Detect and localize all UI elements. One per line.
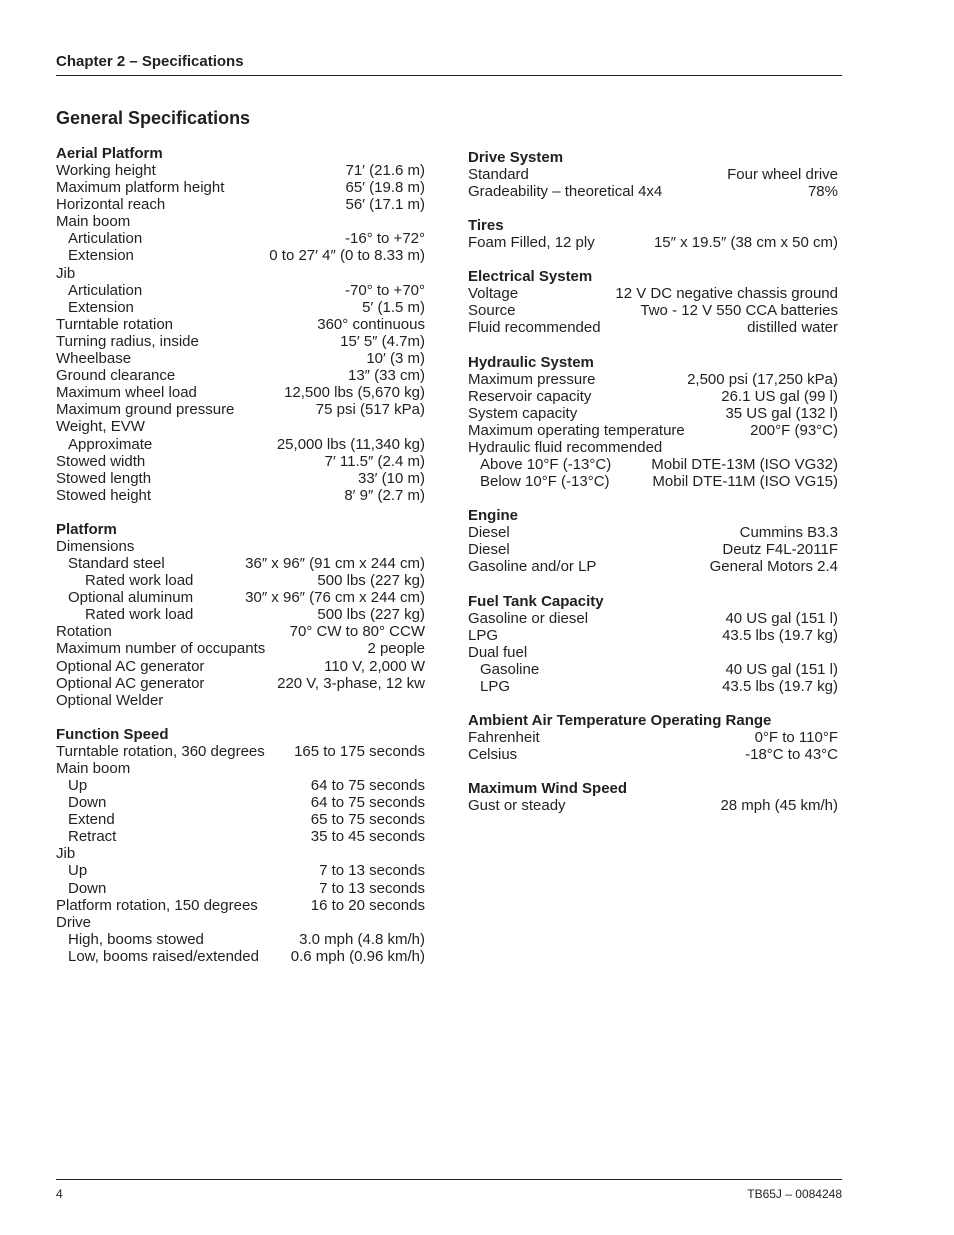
spec-value: 220 V, 3-phase, 12 kw bbox=[277, 674, 425, 692]
spec-label: Jib bbox=[56, 845, 76, 863]
spec-row bbox=[56, 640, 425, 657]
spec-row bbox=[56, 299, 425, 316]
spec-value: -70° to +70° bbox=[345, 281, 425, 299]
spec-row bbox=[56, 760, 425, 777]
spec-label: Maximum ground pressure bbox=[56, 401, 235, 419]
spec-value: 26.1 US gal (99 l) bbox=[721, 387, 838, 405]
spec-value: Mobil DTE-11M (ISO VG15) bbox=[652, 473, 838, 491]
spec-row bbox=[56, 418, 425, 435]
spec-row bbox=[468, 661, 838, 678]
spec-value: 13″ (33 cm) bbox=[348, 367, 425, 385]
left-column bbox=[56, 145, 425, 982]
spec-label: Gasoline bbox=[480, 660, 540, 678]
spec-value: 56′ (17.1 m) bbox=[345, 196, 425, 214]
spec-row bbox=[468, 439, 838, 456]
spec-row bbox=[56, 453, 425, 470]
spec-label: Up bbox=[68, 862, 88, 880]
spec-value: 2,500 psi (17,250 kPa) bbox=[687, 370, 838, 388]
spec-row bbox=[56, 350, 425, 367]
spec-label: Approximate bbox=[68, 435, 153, 453]
spec-row bbox=[56, 658, 425, 675]
spec-label: Stowed width bbox=[56, 452, 146, 470]
spec-label: Gust or steady bbox=[468, 797, 566, 815]
spec-value: 40 US gal (151 l) bbox=[725, 609, 838, 627]
section-heading: Function Speed bbox=[56, 725, 169, 743]
spec-row bbox=[468, 729, 838, 746]
spec-value: Mobil DTE-13M (ISO VG32) bbox=[651, 456, 838, 474]
spec-row bbox=[468, 405, 838, 422]
spec-row bbox=[56, 384, 425, 401]
spec-row bbox=[56, 196, 425, 213]
spec-label: Rotation bbox=[56, 623, 112, 641]
spec-label: Weight, EVW bbox=[56, 418, 145, 436]
spec-value: 25,000 lbs (11,340 kg) bbox=[276, 435, 425, 453]
spec-row bbox=[56, 538, 425, 555]
spec-label: Diesel bbox=[468, 524, 510, 542]
spec-row bbox=[56, 572, 425, 589]
spec-row bbox=[56, 914, 425, 931]
spec-row bbox=[468, 422, 838, 439]
spec-label: Articulation bbox=[68, 230, 143, 248]
spec-label: Below 10°F (-13°C) bbox=[480, 473, 610, 491]
spec-row bbox=[56, 487, 425, 504]
spec-row bbox=[56, 162, 425, 179]
spec-label: High, booms stowed bbox=[68, 930, 204, 948]
spec-row bbox=[56, 436, 425, 453]
spec-section-function-speed bbox=[56, 726, 425, 965]
page-title: General Specifications bbox=[56, 108, 251, 128]
spec-label: Main boom bbox=[56, 759, 131, 777]
spec-label: Diesel bbox=[468, 541, 510, 559]
spec-row bbox=[56, 811, 425, 828]
spec-label: Low, booms raised/extended bbox=[68, 947, 259, 965]
spec-value: Two - 12 V 550 CCA batteries bbox=[640, 302, 838, 320]
spec-label: Stowed height bbox=[56, 486, 152, 504]
spec-row bbox=[56, 743, 425, 760]
spec-label: Horizontal reach bbox=[56, 196, 166, 214]
section-heading: Hydraulic System bbox=[468, 353, 594, 371]
spec-row bbox=[56, 333, 425, 350]
spec-label: Reservoir capacity bbox=[468, 387, 592, 405]
section-heading: Electrical System bbox=[468, 268, 593, 286]
spec-row bbox=[56, 880, 425, 897]
spec-label: Rated work load bbox=[85, 572, 194, 590]
spec-label: LPG bbox=[480, 677, 511, 695]
spec-value: 165 to 175 seconds bbox=[294, 742, 425, 760]
spec-label: Drive bbox=[56, 913, 92, 931]
spec-value: 12 V DC negative chassis ground bbox=[615, 285, 838, 303]
spec-row bbox=[468, 541, 838, 558]
spec-row bbox=[468, 558, 838, 575]
spec-label: Maximum platform height bbox=[56, 179, 225, 197]
spec-section-platform bbox=[56, 521, 425, 709]
spec-section-hydraulic-system bbox=[468, 354, 838, 491]
spec-row bbox=[56, 623, 425, 640]
spec-label: Working height bbox=[56, 162, 156, 179]
spec-value: 65′ (19.8 m) bbox=[345, 179, 425, 197]
spec-row bbox=[468, 371, 838, 388]
spec-label: Fluid recommended bbox=[468, 319, 601, 337]
spec-label: Fahrenheit bbox=[468, 728, 540, 746]
spec-label: Standard bbox=[468, 166, 529, 183]
spec-row bbox=[56, 777, 425, 794]
spec-label: Dual fuel bbox=[468, 643, 528, 661]
spec-label: Standard steel bbox=[68, 554, 165, 572]
spec-label: Main boom bbox=[56, 213, 131, 231]
spec-label: Extension bbox=[68, 247, 134, 265]
spec-label: Gasoline or diesel bbox=[468, 609, 589, 627]
spec-row bbox=[56, 675, 425, 692]
section-heading: Tires bbox=[468, 217, 504, 235]
spec-label: Optional aluminum bbox=[68, 589, 194, 607]
spec-row bbox=[468, 797, 838, 814]
section-heading: Engine bbox=[468, 507, 519, 525]
spec-label: Dimensions bbox=[56, 537, 135, 555]
spec-row bbox=[56, 367, 425, 384]
spec-value: 200°F (93°C) bbox=[750, 421, 838, 439]
spec-row bbox=[468, 610, 838, 627]
spec-row bbox=[468, 456, 838, 473]
spec-value: 33′ (10 m) bbox=[357, 469, 425, 487]
spec-row bbox=[56, 931, 425, 948]
spec-section-maximum-wind-speed bbox=[468, 780, 838, 814]
spec-value: 15″ x 19.5″ (38 cm x 50 cm) bbox=[653, 234, 838, 252]
right-column bbox=[468, 149, 838, 831]
spec-label: Down bbox=[68, 879, 107, 897]
spec-row bbox=[56, 948, 425, 965]
section-heading: Platform bbox=[56, 520, 117, 538]
spec-row bbox=[56, 845, 425, 862]
spec-label: Down bbox=[68, 794, 107, 812]
spec-label: Maximum number of occupants bbox=[56, 640, 266, 658]
spec-section-tires bbox=[468, 217, 838, 251]
section-heading: Fuel Tank Capacity bbox=[468, 592, 604, 610]
spec-value: 10′ (3 m) bbox=[366, 350, 425, 368]
spec-row bbox=[56, 692, 425, 709]
spec-label: Articulation bbox=[68, 281, 143, 299]
section-heading: Aerial Platform bbox=[56, 145, 163, 162]
spec-value: 7 to 13 seconds bbox=[319, 879, 425, 897]
spec-label: Platform rotation, 150 degrees bbox=[56, 896, 258, 914]
spec-label: Turning radius, inside bbox=[56, 332, 199, 350]
spec-value: 40 US gal (151 l) bbox=[725, 660, 838, 678]
footer-divider bbox=[56, 1179, 842, 1180]
spec-row bbox=[56, 316, 425, 333]
spec-section-engine bbox=[468, 507, 838, 575]
spec-value: 65 to 75 seconds bbox=[310, 811, 425, 829]
spec-value: 3.0 mph (4.8 km/h) bbox=[299, 930, 425, 948]
section-heading: Maximum Wind Speed bbox=[468, 780, 628, 798]
spec-value: 43.5 lbs (19.7 kg) bbox=[722, 677, 838, 695]
spec-row bbox=[468, 166, 838, 183]
spec-label: Optional Welder bbox=[56, 691, 164, 709]
spec-row bbox=[56, 862, 425, 879]
spec-value: 15′ 5″ (4.7m) bbox=[340, 332, 425, 350]
spec-label: Maximum wheel load bbox=[56, 384, 197, 402]
spec-value: -16° to +72° bbox=[345, 230, 425, 248]
spec-row bbox=[468, 302, 838, 319]
spec-row bbox=[56, 282, 425, 299]
spec-row bbox=[56, 265, 425, 282]
spec-value: 43.5 lbs (19.7 kg) bbox=[722, 626, 838, 644]
spec-value: Cummins B3.3 bbox=[739, 524, 838, 542]
spec-row bbox=[468, 678, 838, 695]
spec-value: 0 to 27′ 4″ (0 to 8.33 m) bbox=[269, 247, 425, 265]
spec-label: Stowed length bbox=[56, 469, 152, 487]
document-id: TB65J – 0084248 bbox=[747, 1187, 842, 1201]
spec-value: 78% bbox=[807, 183, 838, 201]
spec-row bbox=[56, 555, 425, 572]
spec-value: 500 lbs (227 kg) bbox=[317, 572, 425, 590]
header-divider bbox=[56, 75, 842, 76]
spec-value: 110 V, 2,000 W bbox=[324, 657, 425, 675]
spec-row bbox=[56, 179, 425, 196]
spec-row bbox=[468, 473, 838, 490]
spec-section-fuel-tank-capacity bbox=[468, 593, 838, 695]
spec-value: 70° CW to 80° CCW bbox=[289, 623, 425, 641]
spec-row bbox=[468, 627, 838, 644]
spec-label: Maximum operating temperature bbox=[468, 421, 685, 439]
spec-value: General Motors 2.4 bbox=[709, 558, 838, 576]
spec-label: Hydraulic fluid recommended bbox=[468, 438, 663, 456]
spec-label: Optional AC generator bbox=[56, 657, 205, 675]
spec-value: distilled water bbox=[747, 319, 838, 337]
spec-value: Four wheel drive bbox=[727, 166, 838, 183]
spec-value: 2 people bbox=[367, 640, 425, 658]
spec-row bbox=[56, 213, 425, 230]
spec-section-ambient-air-temperature-operating-range bbox=[468, 712, 838, 763]
spec-label: LPG bbox=[468, 626, 499, 644]
spec-row bbox=[468, 746, 838, 763]
spec-value: 71′ (21.6 m) bbox=[345, 162, 425, 179]
spec-value: 64 to 75 seconds bbox=[310, 777, 425, 794]
spec-row bbox=[56, 794, 425, 811]
spec-value: 7 to 13 seconds bbox=[319, 862, 425, 880]
spec-row bbox=[56, 897, 425, 914]
spec-value: 16 to 20 seconds bbox=[310, 896, 425, 914]
spec-label: Extend bbox=[68, 811, 115, 829]
section-heading: Ambient Air Temperature Operating Range bbox=[468, 711, 772, 729]
spec-label: Gasoline and/or LP bbox=[468, 558, 597, 576]
spec-value: 36″ x 96″ (91 cm x 244 cm) bbox=[245, 554, 425, 572]
spec-value: 75 psi (517 kPa) bbox=[315, 401, 425, 419]
spec-row bbox=[468, 183, 838, 200]
spec-value: 5′ (1.5 m) bbox=[362, 298, 425, 316]
spec-value: 28 mph (45 km/h) bbox=[720, 797, 838, 815]
spec-label: Jib bbox=[56, 264, 76, 282]
spec-value: 30″ x 96″ (76 cm x 244 cm) bbox=[245, 589, 425, 607]
spec-row bbox=[468, 644, 838, 661]
spec-label: Ground clearance bbox=[56, 367, 176, 385]
spec-label: Foam Filled, 12 ply bbox=[468, 234, 595, 252]
spec-label: Celsius bbox=[468, 746, 518, 764]
spec-section-aerial-platform bbox=[56, 145, 425, 504]
spec-label: Gradeability – theoretical 4x4 bbox=[468, 183, 663, 201]
spec-value: 12,500 lbs (5,670 kg) bbox=[284, 384, 425, 402]
spec-label: Retract bbox=[68, 828, 117, 846]
spec-row bbox=[56, 247, 425, 264]
spec-label: System capacity bbox=[468, 404, 578, 422]
spec-row bbox=[56, 589, 425, 606]
spec-value: -18°C to 43°C bbox=[745, 746, 838, 764]
spec-row bbox=[56, 606, 425, 623]
spec-row bbox=[468, 319, 838, 336]
spec-value: 360° continuous bbox=[317, 315, 425, 333]
spec-value: 0°F to 110°F bbox=[754, 728, 838, 746]
spec-row bbox=[56, 828, 425, 845]
spec-label: Rated work load bbox=[85, 606, 194, 624]
spec-section-drive-system bbox=[468, 149, 838, 200]
spec-row bbox=[468, 285, 838, 302]
spec-label: Source bbox=[468, 302, 516, 320]
spec-label: Voltage bbox=[468, 285, 519, 303]
spec-value: 0.6 mph (0.96 km/h) bbox=[290, 947, 425, 965]
spec-row bbox=[468, 388, 838, 405]
spec-label: Wheelbase bbox=[56, 350, 132, 368]
spec-label: Above 10°F (-13°C) bbox=[480, 456, 612, 474]
spec-value: 500 lbs (227 kg) bbox=[317, 606, 425, 624]
spec-row bbox=[56, 401, 425, 418]
spec-section-electrical-system bbox=[468, 268, 838, 336]
spec-row bbox=[468, 234, 838, 251]
page-number: 4 bbox=[56, 1187, 63, 1201]
spec-label: Extension bbox=[68, 298, 134, 316]
spec-label: Turntable rotation bbox=[56, 315, 174, 333]
spec-value: 35 US gal (132 l) bbox=[725, 404, 838, 422]
spec-value: 35 to 45 seconds bbox=[310, 828, 425, 846]
spec-label: Optional AC generator bbox=[56, 674, 205, 692]
chapter-header: Chapter 2 – Specifications bbox=[56, 53, 244, 70]
spec-value: 8′ 9″ (2.7 m) bbox=[344, 486, 425, 504]
spec-row bbox=[56, 230, 425, 247]
spec-label: Maximum pressure bbox=[468, 370, 596, 388]
spec-label: Turntable rotation, 360 degrees bbox=[56, 742, 265, 760]
spec-value: Deutz F4L-2011F bbox=[722, 541, 838, 559]
spec-row bbox=[56, 470, 425, 487]
spec-row bbox=[468, 524, 838, 541]
section-heading: Drive System bbox=[468, 149, 564, 166]
spec-label: Up bbox=[68, 777, 88, 794]
spec-value: 7′ 11.5″ (2.4 m) bbox=[324, 452, 425, 470]
spec-value: 64 to 75 seconds bbox=[310, 794, 425, 812]
